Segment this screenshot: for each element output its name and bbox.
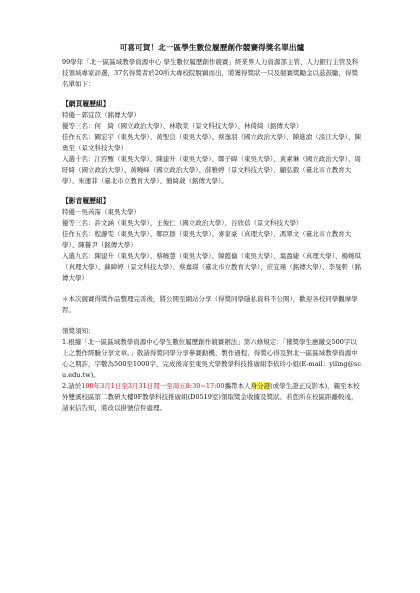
public-note: ＊本次競賽得獎作品整理完善後，將公開至網站分享（得獎同學隱私資料不公開），歡迎各校同學觀摩學習。: [62, 295, 358, 314]
award-line: 入選十名：江容甄（東吳大學）、陳建升（東吳大學）、鄭子暐（東吳大學）、黃素琳（國立政治大學）、周盱綺（國立政治大學）、黃曉峰（國立政治大學）、薛雅婷（景文科技大學）、顧弘毅（臺北市立教育大學）、朱運菲（臺北市立教育大學）、簡綺葳（銘傳大學）。: [62, 155, 361, 185]
section-web-resume: [62, 99, 362, 187]
award-line: 優等三名：何 綺（國立政治大學）、林敬棠（景文科技大學）、林倚綺（銘傳大學）: [62, 122, 303, 130]
award-line: 特優－吳芮霈（東吳大學）: [62, 208, 140, 216]
award-line: 入選九名：陳建升（東吳大學）、蔡曉慧（東吳大學）、韓懿倫（東吳大學）、葉盈婕（真理大學）、楊婉琪（真理大學）、蘇暐婷（景文科技大學）、蔡嘉璟（臺北市立教育大學）、莊宜瑾（銘傳大學）、李旻軒（銘傳大學）: [62, 252, 361, 282]
notice-item-2: [62, 381, 362, 414]
section-video-resume: [62, 196, 362, 284]
page-title: 可喜可賀！北一區學生數位履歷創作競賽得獎名單出爐: [119, 43, 305, 52]
pickup-period: 100年3月1日至3月31日間一至周五8:30~17:00: [81, 382, 225, 390]
award-line: 特優－郭宜苡（銘傳大學）: [62, 111, 140, 119]
notice-item-2-text: (或學生證正反影本)，親至本校外雙溪校區第二教研大樓9F教學科技推廣組(D0519室)領取獎金收據及獎狀。若您所在校區距離較遠，請來信告知，將改以掛號信件處理。: [62, 382, 360, 412]
document-page: [62, 43, 362, 414]
award-notice: [62, 326, 362, 414]
notice-item-2-text: 攜帶本人: [224, 382, 251, 390]
award-line: 優等三名：許文涵（東吳大學）、王俊仁（國立政治大學）、谷欣蓓（景文科技大學）: [62, 219, 303, 227]
id-card-highlight: 身分證: [250, 382, 271, 390]
intro-paragraph: 99學年「北一區區域教學資源中心 學生數位履歷創作競賽」經業界人力資源部主管、人力銀行主管及科技領域專家評選，37名得獎者於20所大專校院脫穎而出，將獲得獎狀一只及競賽獎勵金以茲鼓勵，得獎名單如下：: [62, 58, 359, 88]
notice-heading: 領獎須知：: [62, 327, 95, 335]
award-line: 佳作五名：闕宏宇（東吳大學）、黃聖良（東吳大學）、蔡逸羽（國立政治大學）、陳進滄（淡江大學）、陳勇至（景文科技大學）: [62, 133, 361, 152]
award-line: 佳作五名：程瀞雯（東吳大學）、鄭臣群（東吳大學）、麥家豪（真理大學）、馮翠文（臺北市立教育大學）、陳譽尹（銘傳大學）: [62, 230, 352, 249]
section-heading: 【網頁履歷組】: [62, 100, 110, 108]
section-heading: 【影音履歷組】: [62, 197, 110, 205]
notice-item-1: 1.根據「北一區區域教學資源中心學生數位履歷創作競賽辦法」第六條規定：「獲獎學生應繳交500字以上之製作經驗分享文章。」敬請得獎同學分享參賽動機、製作過程、得獎心得及對北一區區域教學資源中心之期許，字數為500至1000字，完成後寄至東吳大學教學科技推廣組李依玲小姐(E-mail：yiling@scu.edu.tw)。: [62, 338, 361, 379]
notice-item-2-text: 2.請於: [62, 382, 82, 390]
